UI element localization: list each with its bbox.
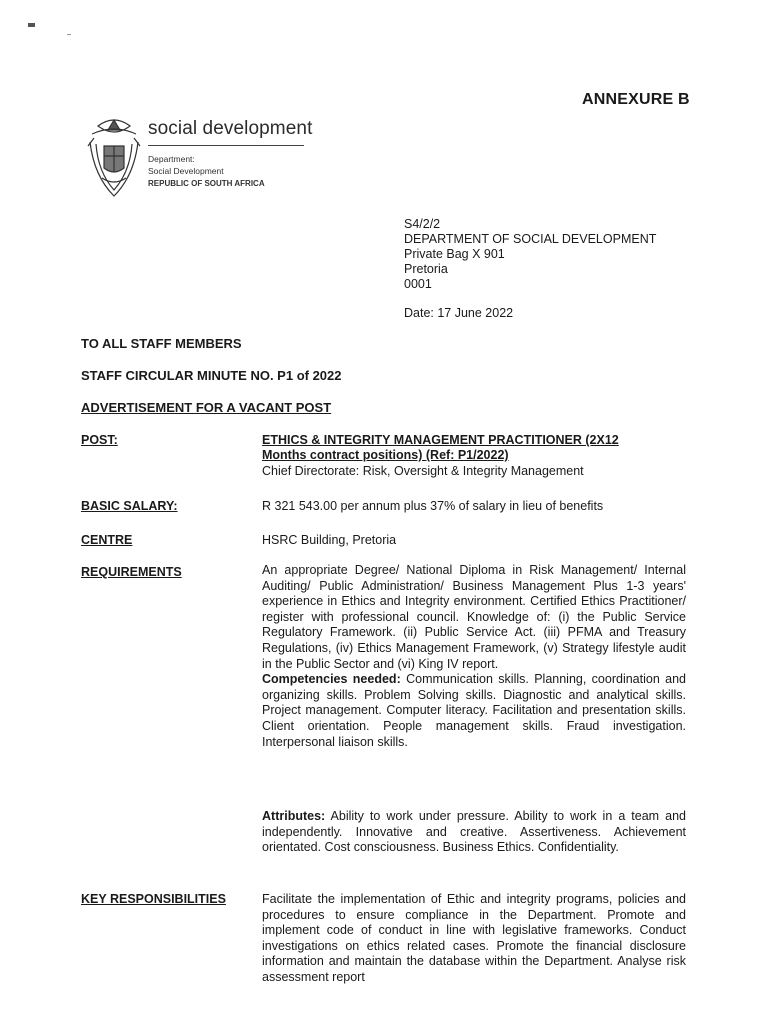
- address-city: Pretoria: [404, 262, 448, 276]
- competencies-text: Communication skills. Planning, coordination and organizing skills. Problem Solving skills. Diagnostic and analytical skills. Project management. Computer literacy. Facilitation and presentation skills. Client orientation. People management skills. Fraud investigation. Interpersonal liaison skills.: [262, 672, 687, 749]
- attributes-label: Attributes:: [262, 809, 326, 823]
- key-responsibilities-label: KEY RESPONSIBILITIES: [81, 892, 226, 906]
- post-title-line2: Months contract positions) (Ref: P1/2022): [262, 448, 509, 462]
- post-title-line1: ETHICS & INTEGRITY MANAGEMENT PRACTITIONER (2X12: [262, 433, 619, 447]
- logo-divider: [148, 145, 304, 146]
- recipient-heading: TO ALL STAFF MEMBERS: [81, 336, 242, 351]
- address-postal-code: 0001: [404, 277, 432, 291]
- attributes-section: [262, 809, 686, 856]
- address-department: DEPARTMENT OF SOCIAL DEVELOPMENT: [404, 232, 657, 246]
- requirements-text: An appropriate Degree/ National Diploma in Risk Management/ Internal Auditing/ Public Administration/ Business Management Plus 1-3 years' experience in Ethics and Integrity environment. Certified Ethics Practitioner/ register with professional council. Knowledge of: (i) the Public Service Regulatory Framework. (ii) Public Service Act. (iii) PFMA and Treasury Regulations, (iv) Ethics Management Framework, (v) Strategy lifestyle audit in the Public Sector and (vi) King IV report.: [262, 563, 686, 671]
- requirements-section: [262, 563, 686, 750]
- annexure-label: ANNEXURE B: [582, 91, 690, 108]
- salary-value: R 321 543.00 per annum plus 37% of salary in lieu of benefits: [262, 499, 604, 513]
- address-private-bag: Private Bag X 901: [404, 247, 505, 261]
- coat-of-arms-icon: [84, 116, 144, 200]
- key-responsibilities-text: Facilitate the implementation of Ethic and integrity programs, policies and procedures to ensure compliance in the Department. Promote and implement code of conduct in line with legislative frameworks. Conduct investigations on ethics related cases. Promote the financial disclosure information and maintain the database within the Department. Analyse risk assessment report: [262, 892, 686, 984]
- salary-label: BASIC SALARY:: [81, 499, 178, 513]
- advert-heading: ADVERTISEMENT FOR A VACANT POST: [81, 400, 332, 415]
- post-label: POST:: [81, 433, 118, 447]
- scan-speck: [67, 34, 71, 35]
- logo-department-name: Social Development: [148, 166, 224, 176]
- centre-value: HSRC Building, Pretoria: [262, 533, 397, 547]
- centre-label: CENTRE: [81, 533, 133, 547]
- logo-wordmark: social development: [148, 118, 313, 139]
- chief-directorate: Chief Directorate: Risk, Oversight & Integrity Management: [262, 464, 584, 478]
- address-reference: S4/2/2: [404, 217, 441, 231]
- circular-heading: STAFF CIRCULAR MINUTE NO. P1 of 2022: [81, 368, 342, 383]
- scan-speck: [28, 23, 35, 27]
- logo-country: REPUBLIC OF SOUTH AFRICA: [148, 179, 265, 188]
- logo-department-label: Department:: [148, 154, 195, 164]
- competencies-label: Competencies needed:: [262, 672, 401, 687]
- document-date: Date: 17 June 2022: [404, 306, 514, 320]
- attributes-text: Ability to work under pressure. Ability to work in a team and independently. Innovative and creative. Assertiveness. Achievement orientated. Cost consciousness. Business Ethics. Confidentiality.: [262, 809, 686, 855]
- requirements-label: REQUIREMENTS: [81, 565, 182, 579]
